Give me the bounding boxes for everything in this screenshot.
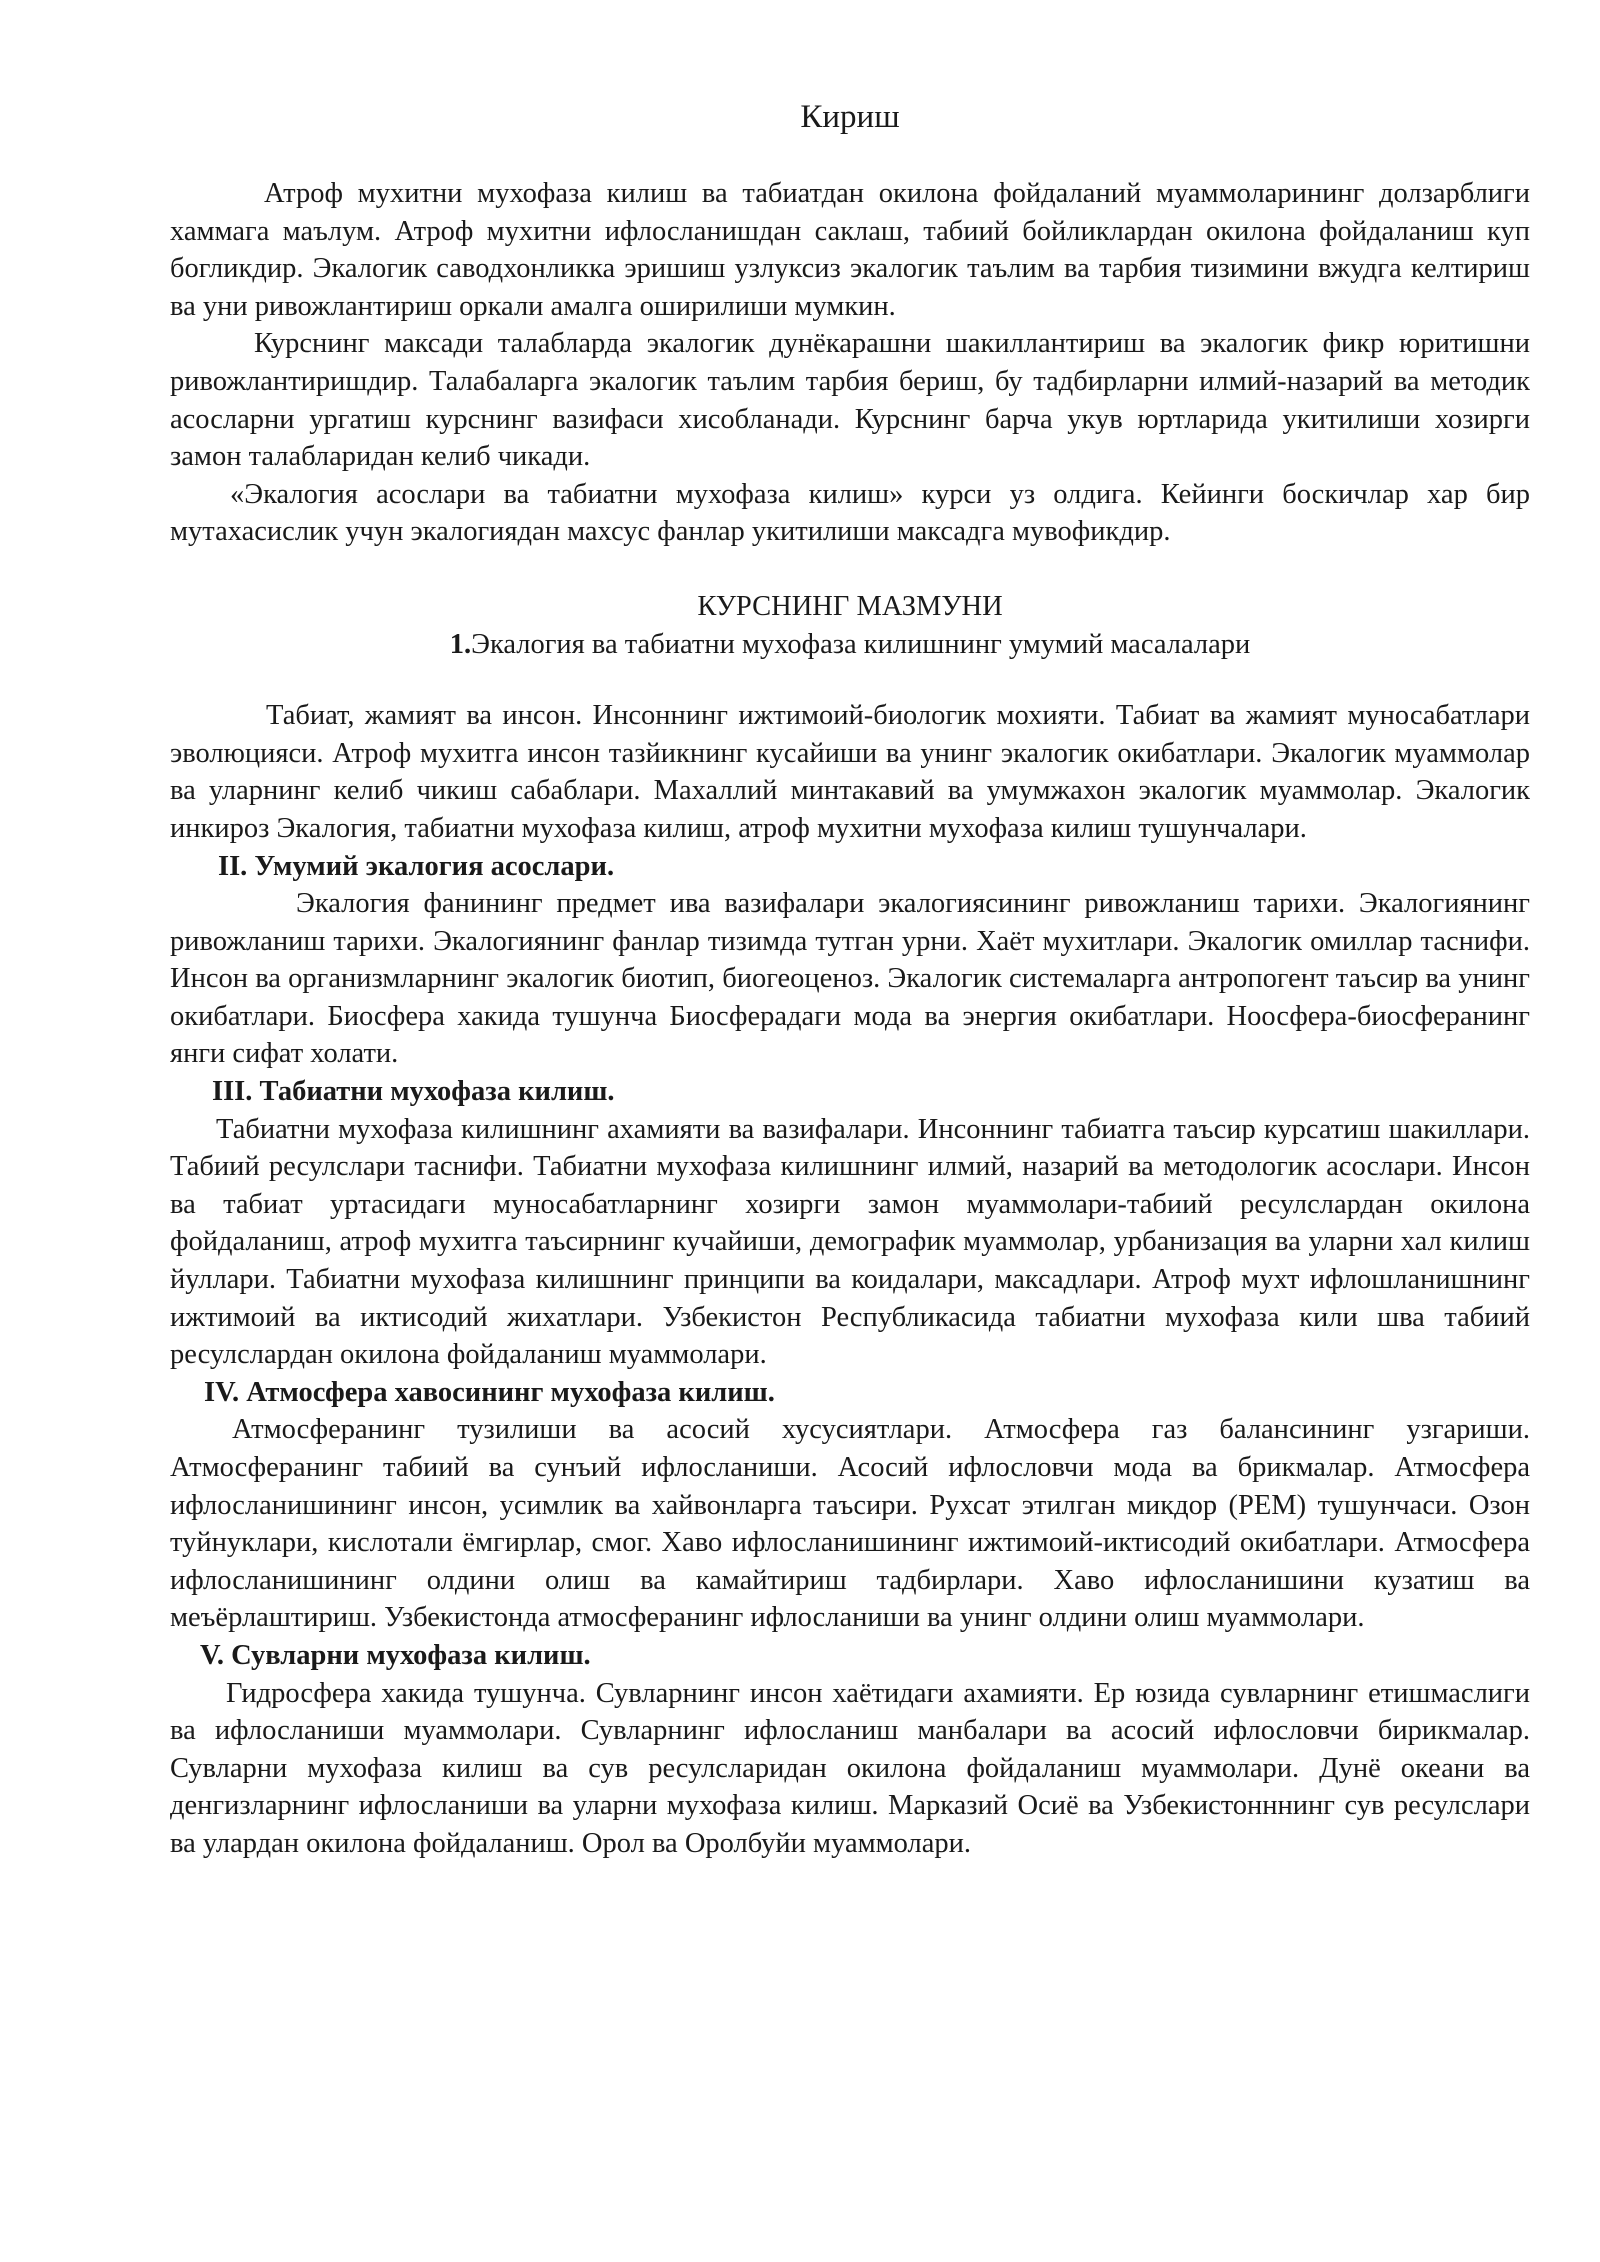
- section-5-text: Гидросфера хакида тушунча. Сувларнинг инсон хаётидаги ахамияти. Ер юзида сувларнинг етишмаслиги ва ифлосланиши муаммолари. Сувларнинг ифлосланиш манбалари ва асосий ифлословчи бирикмалар. Сувларни мухофаза килиш ва сув ресулсларидан окилона фойдаланиш муаммолари. Дунё океани ва денгизларнинг ифлосланиши ва уларни мухофаза килиш. Марказий Осиё ва Узбекистонннинг сув ресулслари ва улардан окилона фойдаланиш. Орол ва Оролбуйи муаммолари.: [170, 1677, 1530, 1859]
- section-4-heading: IV. Атмосфера хавосининг мухофаза килиш.: [204, 1376, 775, 1408]
- course-heading: КУРСНИНГ МАЗМУНИ: [697, 590, 1003, 622]
- document-page: [170, 95, 1530, 1863]
- intro-paragraph-3: «Экалогия асослари ва табиатни мухофаза килиш» курси уз олдига. Кейинги боскичлар хар бир мутахасислик учун экалогиядан махсус фанлар укитилиши максадга мувофикдир.: [170, 478, 1530, 548]
- intro-paragraph-2: Курснинг максади талабларда экалогик дунёкарашни шакиллантириш ва экалогик фикр юритишни ривожлантиришдир. Талабаларга экалогик таълим тарбия бериш, бу тадбирларни илмий-назарий ва методик асосларни ургатиш курснинг вазифаси хисобланади. Курснинг барча укув юртларида укитилиши хозирги замон талабларидан келиб чикади.: [170, 328, 1530, 473]
- intro-paragraph-1: Атроф мухитни мухофаза килиш ва табиатдан окилона фойдаланий муаммоларининг долзарблиги хаммага маълум. Атроф мухитни ифлосланишдан саклаш, табиий бойликлардан окилона фойдаланиш куп богликдир. Экалогик саводхонликка эришиш узлуксиз экалогик таълим ва тарбия тизимини вжудга келтириш ва уни ривожлантириш оркали амалга оширилиши мумкин.: [170, 178, 1530, 322]
- section-3-heading: III. Табиатни мухофаза килиш.: [212, 1076, 615, 1108]
- section-1-heading: [170, 626, 1530, 664]
- page-title: Кириш: [800, 99, 900, 135]
- section-2-text: Экалогия фанининг предмет ива вазифалари экалогиясининг ривожланиш тарихи. Экалогиянинг ривожланиш тарихи. Экалогиянинг фанлар тизимда тутган урни. Хаёт мухитлари. Экалогик омиллар таснифи. Инсон ва организмларнинг экалогик биотип, биогеоценоз. Экалогик системаларга антропогент таъсир ва унинг окибатлари. Биосфера хакида тушунча Биосферадаги мода ва энергия окибатлари. Ноосфера-биосферанинг янги сифат холати.: [170, 888, 1530, 1070]
- section-1-number: 1.: [449, 628, 472, 660]
- section-3-text: Табиатни мухофаза килишнинг ахамияти ва вазифалари. Инсоннинг табиатга таъсир курсатиш шакиллари. Табиий ресулслари таснифи. Табиатни мухофаза килишнинг илмий, назарий ва методологик асослари. Инсон ва табиат уртасидаги муносабатларнинг хозирги замон муаммолари-табиий ресулслардан окилона фойдаланиш, атроф мухитга таъсирнинг кучайиши, демографик муаммолар, урбанизация ва уларни хал килиш йуллари. Табиатни мухофаза килишнинг принципи ва коидалари, максадлари. Атроф мухт ифлошланишнинг ижтимоий ва иктисодий жихатлари. Узбекистон Республикасида табиатни мухофаза кили шва табиий ресулслардан окилона фойдаланиш муаммолари.: [170, 1113, 1530, 1371]
- section-2-heading: II. Умумий экалогия асослари.: [218, 850, 615, 882]
- section-4-text: Атмосферанинг тузилиши ва асосий хусусиятлари. Атмосфера газ балансининг узгариши. Атмосферанинг табиий ва сунъий ифлосланиши. Асосий ифлословчи мода ва брикмалар. Атмосфера ифлосланишининг инсон, усимлик ва хайвонларга таъсири. Рухсат этилган микдор (РЕМ) тушунчаси. Озон туйнуклари, кислотали ёмгирлар, смог. Хаво ифлосланишининг ижтимоий-иктисодий окибатлари. Атмосфера ифлосланишининг олдини олиш ва камайтириш тадбирлари. Хаво ифлосланишини кузатиш ва меъёрлаштириш. Узбекистонда атмосферанинг ифлосланиши ва унинг олдини олиш муаммолари.: [170, 1414, 1530, 1634]
- section-1-text: Табиат, жамият ва инсон. Инсоннинг ижтимоий-биологик мохияти. Табиат ва жамият муносабатлари эволюцияси. Атроф мухитга инсон тазйикнинг кусайиши ва унинг экалогик окибатлари. Экалогик муаммолар ва уларнинг келиб чикиш сабаблари. Махаллий минтакавий ва умумжахон экалогик муаммолар. Экалогик инкироз Экалогия, табиатни мухофаза килиш, атроф мухитни мухофаза килиш тушунчалари.: [170, 700, 1530, 844]
- section-1-title: Экалогия ва табиатни мухофаза килишнинг умумий масалалари: [471, 628, 1251, 660]
- section-5-heading: V. Сувларни мухофаза килиш.: [200, 1639, 591, 1671]
